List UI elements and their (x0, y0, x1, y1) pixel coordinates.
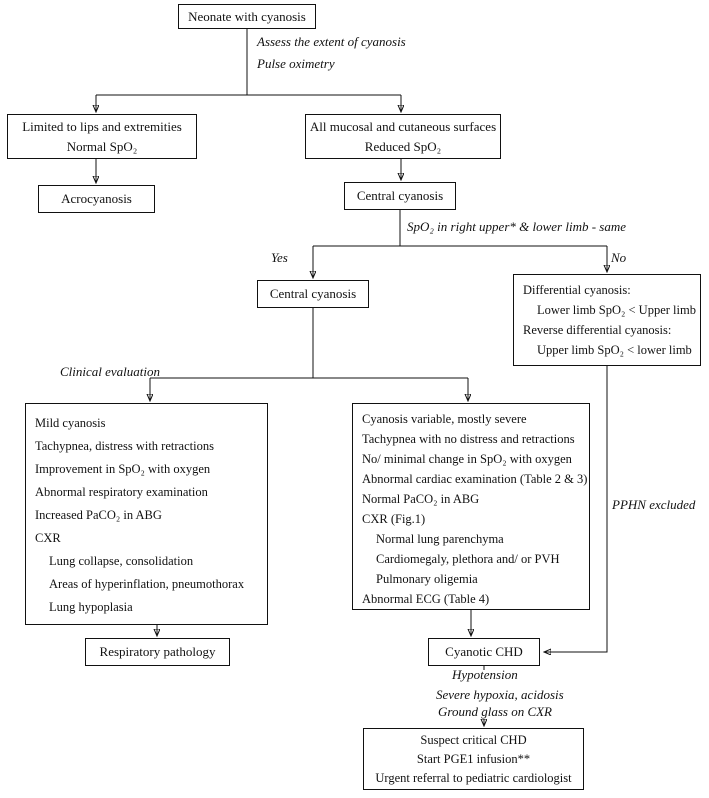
node-line: Abnormal cardiac examination (Table 2 & 3) (362, 472, 588, 486)
node-line: Mild cyanosis (35, 416, 106, 430)
node-suspect-critical-chd (363, 728, 584, 790)
node-cyanotic-chd (428, 638, 540, 666)
label-ground-glass: Ground glass on CXR (438, 704, 552, 719)
node-limited-lips-extremities (7, 114, 197, 159)
node-line: Differential cyanosis: (523, 283, 631, 297)
node-central-cyanosis-1 (344, 182, 456, 210)
node-line: Suspect critical CHD (420, 732, 527, 747)
label-severe-hypoxia: Severe hypoxia, acidosis (436, 687, 564, 702)
label-hypotension: Hypotension (452, 667, 518, 682)
node-line: No/ minimal change in SpO₂ with oxygen (362, 452, 572, 466)
node-line: All mucosal and cutaneous surfaces (309, 118, 497, 134)
node-line: Tachypnea, distress with retractions (35, 439, 214, 453)
node-line: CXR (Fig.1) (362, 512, 426, 526)
node-line: Reduced SpO₂ (364, 138, 442, 154)
label-no: No (611, 250, 627, 265)
label-assess-extent: Assess the extent of cyanosis (257, 34, 406, 49)
node-line: Cardiomegaly, plethora and/ or PVH (376, 552, 560, 566)
node-line: Cyanosis variable, mostly severe (362, 412, 527, 426)
node-line: Start PGE1 infusion** (416, 751, 531, 766)
node-line: Normal SpO₂ (66, 138, 138, 154)
connector-evaluation-split (150, 308, 468, 378)
node-label: Central cyanosis (269, 286, 357, 301)
label-clinical-evaluation: Clinical evaluation (60, 364, 161, 379)
node-line: Lower limb SpO₂ < Upper limb (537, 303, 696, 317)
label-spo2-same: SpO₂ in right upper* & lower limb - same (407, 219, 627, 234)
node-line: Normal PaCO₂ in ABG (362, 492, 480, 506)
node-neonate-cyanosis (178, 4, 316, 29)
node-line: Abnormal ECG (Table 4) (362, 592, 490, 606)
node-line: Urgent referral to pediatric cardiologist (375, 770, 572, 785)
node-differential-cyanosis (513, 274, 701, 366)
node-label: Acrocyanosis (61, 191, 132, 206)
node-line: Pulmonary oligemia (376, 572, 478, 586)
node-line: Areas of hyperinflation, pneumothorax (49, 577, 245, 591)
node-line: Improvement in SpO₂ with oxygen (35, 462, 211, 476)
node-line: Limited to lips and extremities (22, 118, 182, 134)
label-pulse-oximetry: Pulse oximetry (257, 56, 335, 71)
node-label: Cyanotic CHD (445, 644, 523, 659)
node-label: Central cyanosis (356, 188, 444, 203)
node-line: Normal lung parenchyma (376, 532, 504, 546)
label-yes: Yes (271, 250, 288, 265)
node-acrocyanosis (38, 185, 155, 213)
node-central-cyanosis-2 (257, 280, 369, 308)
node-line: Increased PaCO₂ in ABG (35, 508, 162, 522)
node-line: Tachypnea with no distress and retractions (362, 432, 575, 446)
node-label: Respiratory pathology (99, 644, 216, 659)
node-line: CXR (35, 531, 61, 545)
node-line: Reverse differential cyanosis: (523, 323, 672, 337)
label-pphn-excluded: PPHN excluded (612, 497, 696, 512)
node-line: Lung hypoplasia (49, 600, 133, 614)
node-cardiac-findings (352, 403, 590, 610)
node-line: Abnormal respiratory examination (35, 485, 208, 499)
node-respiratory-pathology (85, 638, 230, 666)
node-label: Neonate with cyanosis (188, 8, 306, 24)
node-all-mucosal-surfaces (305, 114, 501, 159)
node-line: Upper limb SpO₂ < lower limb (537, 343, 692, 357)
node-respiratory-findings (25, 403, 268, 625)
node-line: Lung collapse, consolidation (49, 554, 194, 568)
